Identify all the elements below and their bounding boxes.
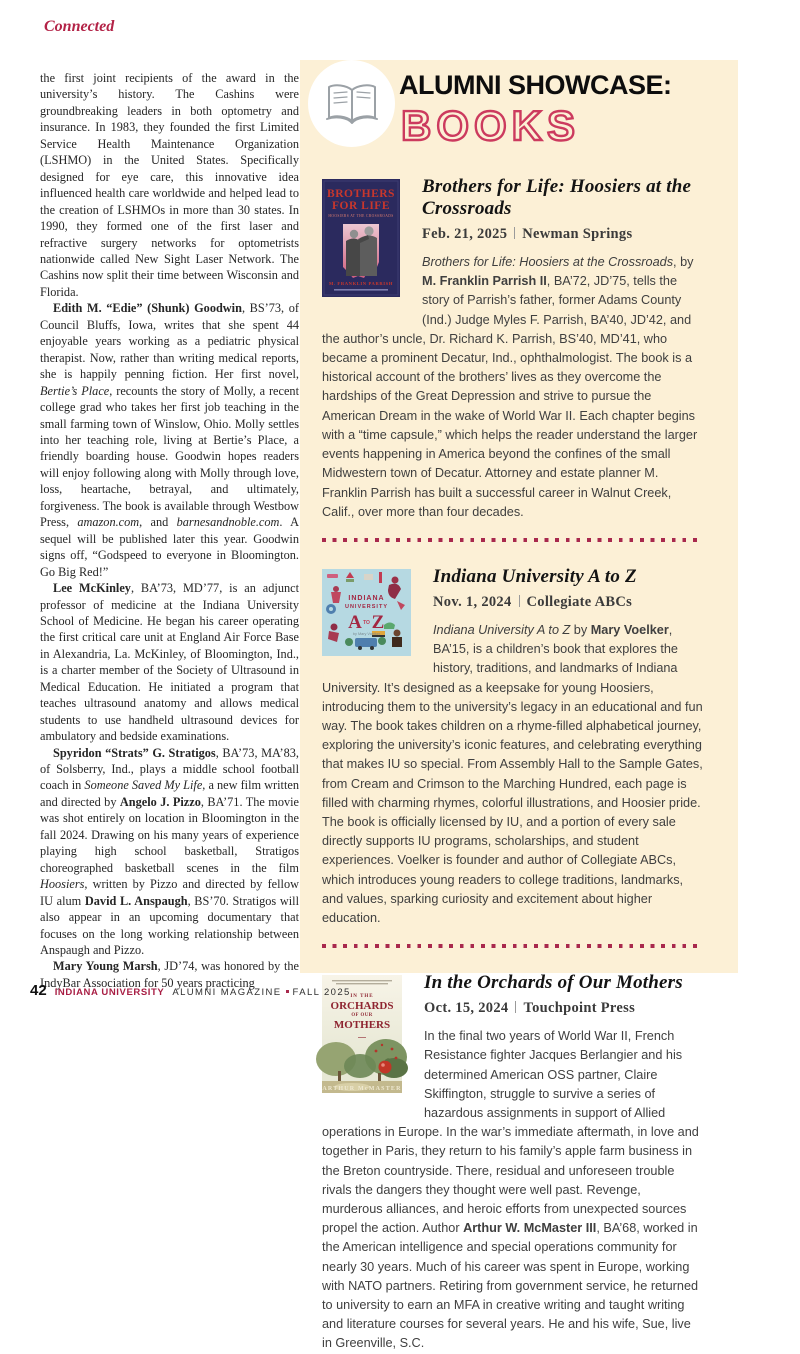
book-date: Oct. 15, 2024 xyxy=(424,1000,509,1017)
meta-separator xyxy=(515,1001,516,1013)
alumni-showcase-panel xyxy=(300,60,738,1351)
class-notes-paragraph: Mary Young Marsh, JD’74, was honored by the IndyBar Association for 50 years practicing xyxy=(40,959,299,990)
book-cover-brothers-for-life xyxy=(322,179,400,297)
dotted-divider xyxy=(322,538,703,542)
cover-title-line2: FOR LIFE xyxy=(332,200,390,212)
cover-byline: by Mary Voelker xyxy=(352,631,381,636)
showcase-subtitle-outline xyxy=(399,101,709,149)
showcase-headline xyxy=(399,71,709,149)
book-title: Brothers for Life: Hoosiers at the Crossroads xyxy=(422,176,692,220)
cover-school-line1: INDIANA xyxy=(348,594,385,602)
open-book-badge xyxy=(308,60,395,147)
book-entry-indiana-university-a-to-z xyxy=(322,566,703,928)
page-number: 42 xyxy=(30,982,47,999)
cover-author: M. FRANKLIN PARRISH xyxy=(328,281,394,286)
class-notes-paragraph: Lee McKinley, BA’73, MD’77, is an adjunct professor of medicine at the Indiana University School of Medicine. He began his career operating the first critical care unit at England Air Force Base in Alexandria, La. McKinley, of Bloomington, Ind., is a charter member of the Society of Ultrasound in Medical Education. He initiated a program that teaches ultrasound anatomy and allows medical students to use handheld ultrasound devices for ambulatory and bedside examinations. xyxy=(40,581,299,744)
magazine-brand: INDIANA UNIVERSITY xyxy=(54,987,165,998)
apple xyxy=(379,1061,392,1074)
cover-title-line4: MOTHERS xyxy=(333,1019,391,1032)
book-entry-brothers-for-life xyxy=(322,176,703,522)
cover-subtitle: HOOSIERS AT THE CROSSROADS xyxy=(328,214,394,218)
cover-to: TO xyxy=(363,619,370,626)
book-description: In the final two years of World War II, French Resistance fighter Jacques Berlangier and his determined American OSS partner, Claire Skiffington, struggle to survive a series of hazardous assignments in support of Allied operations in Europe. In the war’s immediate aftermath, in love and together in Paris, they return to his family’s apple farm business in the Breton countryside. There, residual and unforeseen trouble rivals the dangers they thought were well past. Revenge, murderous alliances, and heroic efforts from unexpected sources propel the action. Author Arthur W. McMaster III, BA’68, worked in the American intelligence and special operations community for nearly 30 years. Much of his career was spent in Europe, working with NATO partners. Retiring from government service, he returned to university to earn an MFA in creative writing and taught writing and literature courses for several years. He and his wife, Sue, live in Greenville, S.C. xyxy=(322,1029,699,1351)
cover-title-line1: IN THE xyxy=(350,994,374,1000)
books-outline-text: BOOKS xyxy=(401,102,581,150)
footer-separator xyxy=(286,990,289,993)
meta-separator xyxy=(514,227,515,239)
book-title: Indiana University A to Z xyxy=(433,565,637,587)
cover-school-line2: UNIVERSITY xyxy=(344,603,389,610)
showcase-title: ALUMNI SHOWCASE: xyxy=(399,70,672,100)
cover-letter-a: A xyxy=(348,611,362,633)
cover-author: ARTHUR McMASTER xyxy=(322,1086,402,1093)
meta-separator xyxy=(519,595,520,607)
book-publisher: Collegiate ABCs xyxy=(526,593,633,610)
book-date: Feb. 21, 2025 xyxy=(422,226,508,243)
class-notes-paragraph: Edith M. “Edie” (Shunk) Goodwin, BS’73, of Council Bluffs, Iowa, writes that she spent 44 enjoyable years working as a pediatric physical therapist. Now, rather than writing medical reports, she is happily penning fiction. Her first novel, Bertie’s Place, recounts the story of Molly, a recent college grad who takes her first job teaching in the small farming town of Winslow, Ohio. Molly settles into her teaching role, living at Bertie’s Place, a friendly boarding house. Goodwin hopes readers will enjoy following along with Molly through love, loss, heartache, betrayal, and ultimately, forgiveness. The book is available through Westbow Press, amazon.com, and barnesandnoble.com. A sequel will be published later this year. Goodwin signs off, “Godspeed to everyone in Bloomington. Go Big Red!” xyxy=(40,301,299,579)
book-description: Indiana University A to Z by Mary Voelker, BA’15, is a children’s book that explores the history, traditions, and landmarks of Indiana University. It’s designed as a keepsake for young Hoosiers, introducing them to the university’s legacy in an educational and fun way. The book takes children on a rhyme-filled alphabetical journey, exploring the university’s iconic features, and celebrating everything that makes IU so special. From Assembly Hall to the Sample Gates, from Cream and Crimson to the Marching Hundred, each page is filled with charming rhymes, colorful illustrations, and Hoosier pride. The book is officially licensed by IU, and a portion of every sale directly supports IU programs, scholarships, and student experiences. Voelker is founder and author of Collegiate ABCs, which introduces young readers to college traditions, landmarks, and values, sparking curiosity and excitement about higher education. xyxy=(322,622,703,925)
cover-title-line2: ORCHARDS xyxy=(330,1000,394,1013)
section-label: Connected xyxy=(44,18,115,35)
book-entry-in-the-orchards-of-our-mothers xyxy=(322,972,703,1353)
book-publisher: Touchpoint Press xyxy=(523,1000,636,1017)
book-publisher: Newman Springs xyxy=(522,226,633,243)
book-cover-iu-a-to-z xyxy=(322,569,411,656)
magazine-name: ALUMNI MAGAZINE FALL 2025 xyxy=(172,987,351,998)
book-date: Nov. 1, 2024 xyxy=(433,593,512,610)
class-notes-column xyxy=(40,70,299,991)
dotted-divider xyxy=(322,944,703,948)
showcase-entries xyxy=(300,60,738,1354)
open-book-icon xyxy=(325,82,379,126)
cover-letter-z: Z xyxy=(371,611,385,633)
class-notes-paragraph: Spyridon “Strats” G. Stratigos, BA’73, MA’83, of Solsberry, Ind., plays a middle school football coach in Someone Saved My Life, a new film written and directed by Angelo J. Pizzo, BA’71. The movie was shot entirely on location in Bloomington in the fall 2024. Drawing on his many years of experience playing high school basketball, Stratigos choreographed basketball scenes in the film Hoosiers, written by Pizzo and directed by fellow IU alum David L. Anspaugh, BS’70. Stratigos will also appear in an upcoming documentary that focuses on the long working relationship between Anspaugh and Pizzo. xyxy=(40,745,299,958)
cover-title-line1: BROTHERS xyxy=(327,188,395,200)
page-footer xyxy=(30,982,351,999)
cover-title-line3: OF OUR xyxy=(351,1013,373,1019)
book-description: Brothers for Life: Hoosiers at the Crossroads, by M. Franklin Parrish II, BA’72, JD’75, tells the story of Parrish’s father, former Adams County (Ind.) Judge Myles F. Parrish, BA’40, JD’42, and the author’s uncle, Dr. Richard K. Parrish, BS’40, MD’41, who became a prominent Decatur, Ind., ophthalmologist. The book is a historical account of the brothers’ lives as they overcome the hardships of the Great Depression and strive to pursue the American Dream in the wake of World War II. Each chapter begins with a “time capsule,” which helps the reader understand the larger events happening in America beyond the confines of the small Midwestern town of Decatur. Attorney and estate planner M. Franklin Parrish has built a successful career in Walnut Creek, Calif., over more than four decades. xyxy=(322,255,698,519)
book-title: In the Orchards of Our Mothers xyxy=(424,972,683,994)
class-notes-paragraph: the first joint recipients of the award in the university’s history. The Cashins were groundbreaking leaders in both optometry and insurance. In 1983, they founded the first Limited Service Health Maintenance Organization (LSHMO) in the United States. Specifically designed for eye care, this innovative idea influenced health care worldwide and helped lead to the creation of LSHMOs in more than 30 states. In 1990, they formed one of the first laser and refractive surgery networks for optometrists nationwide called New Sight Laser Network. The Cashins now split their time between Wisconsin and Florida. xyxy=(40,71,299,299)
